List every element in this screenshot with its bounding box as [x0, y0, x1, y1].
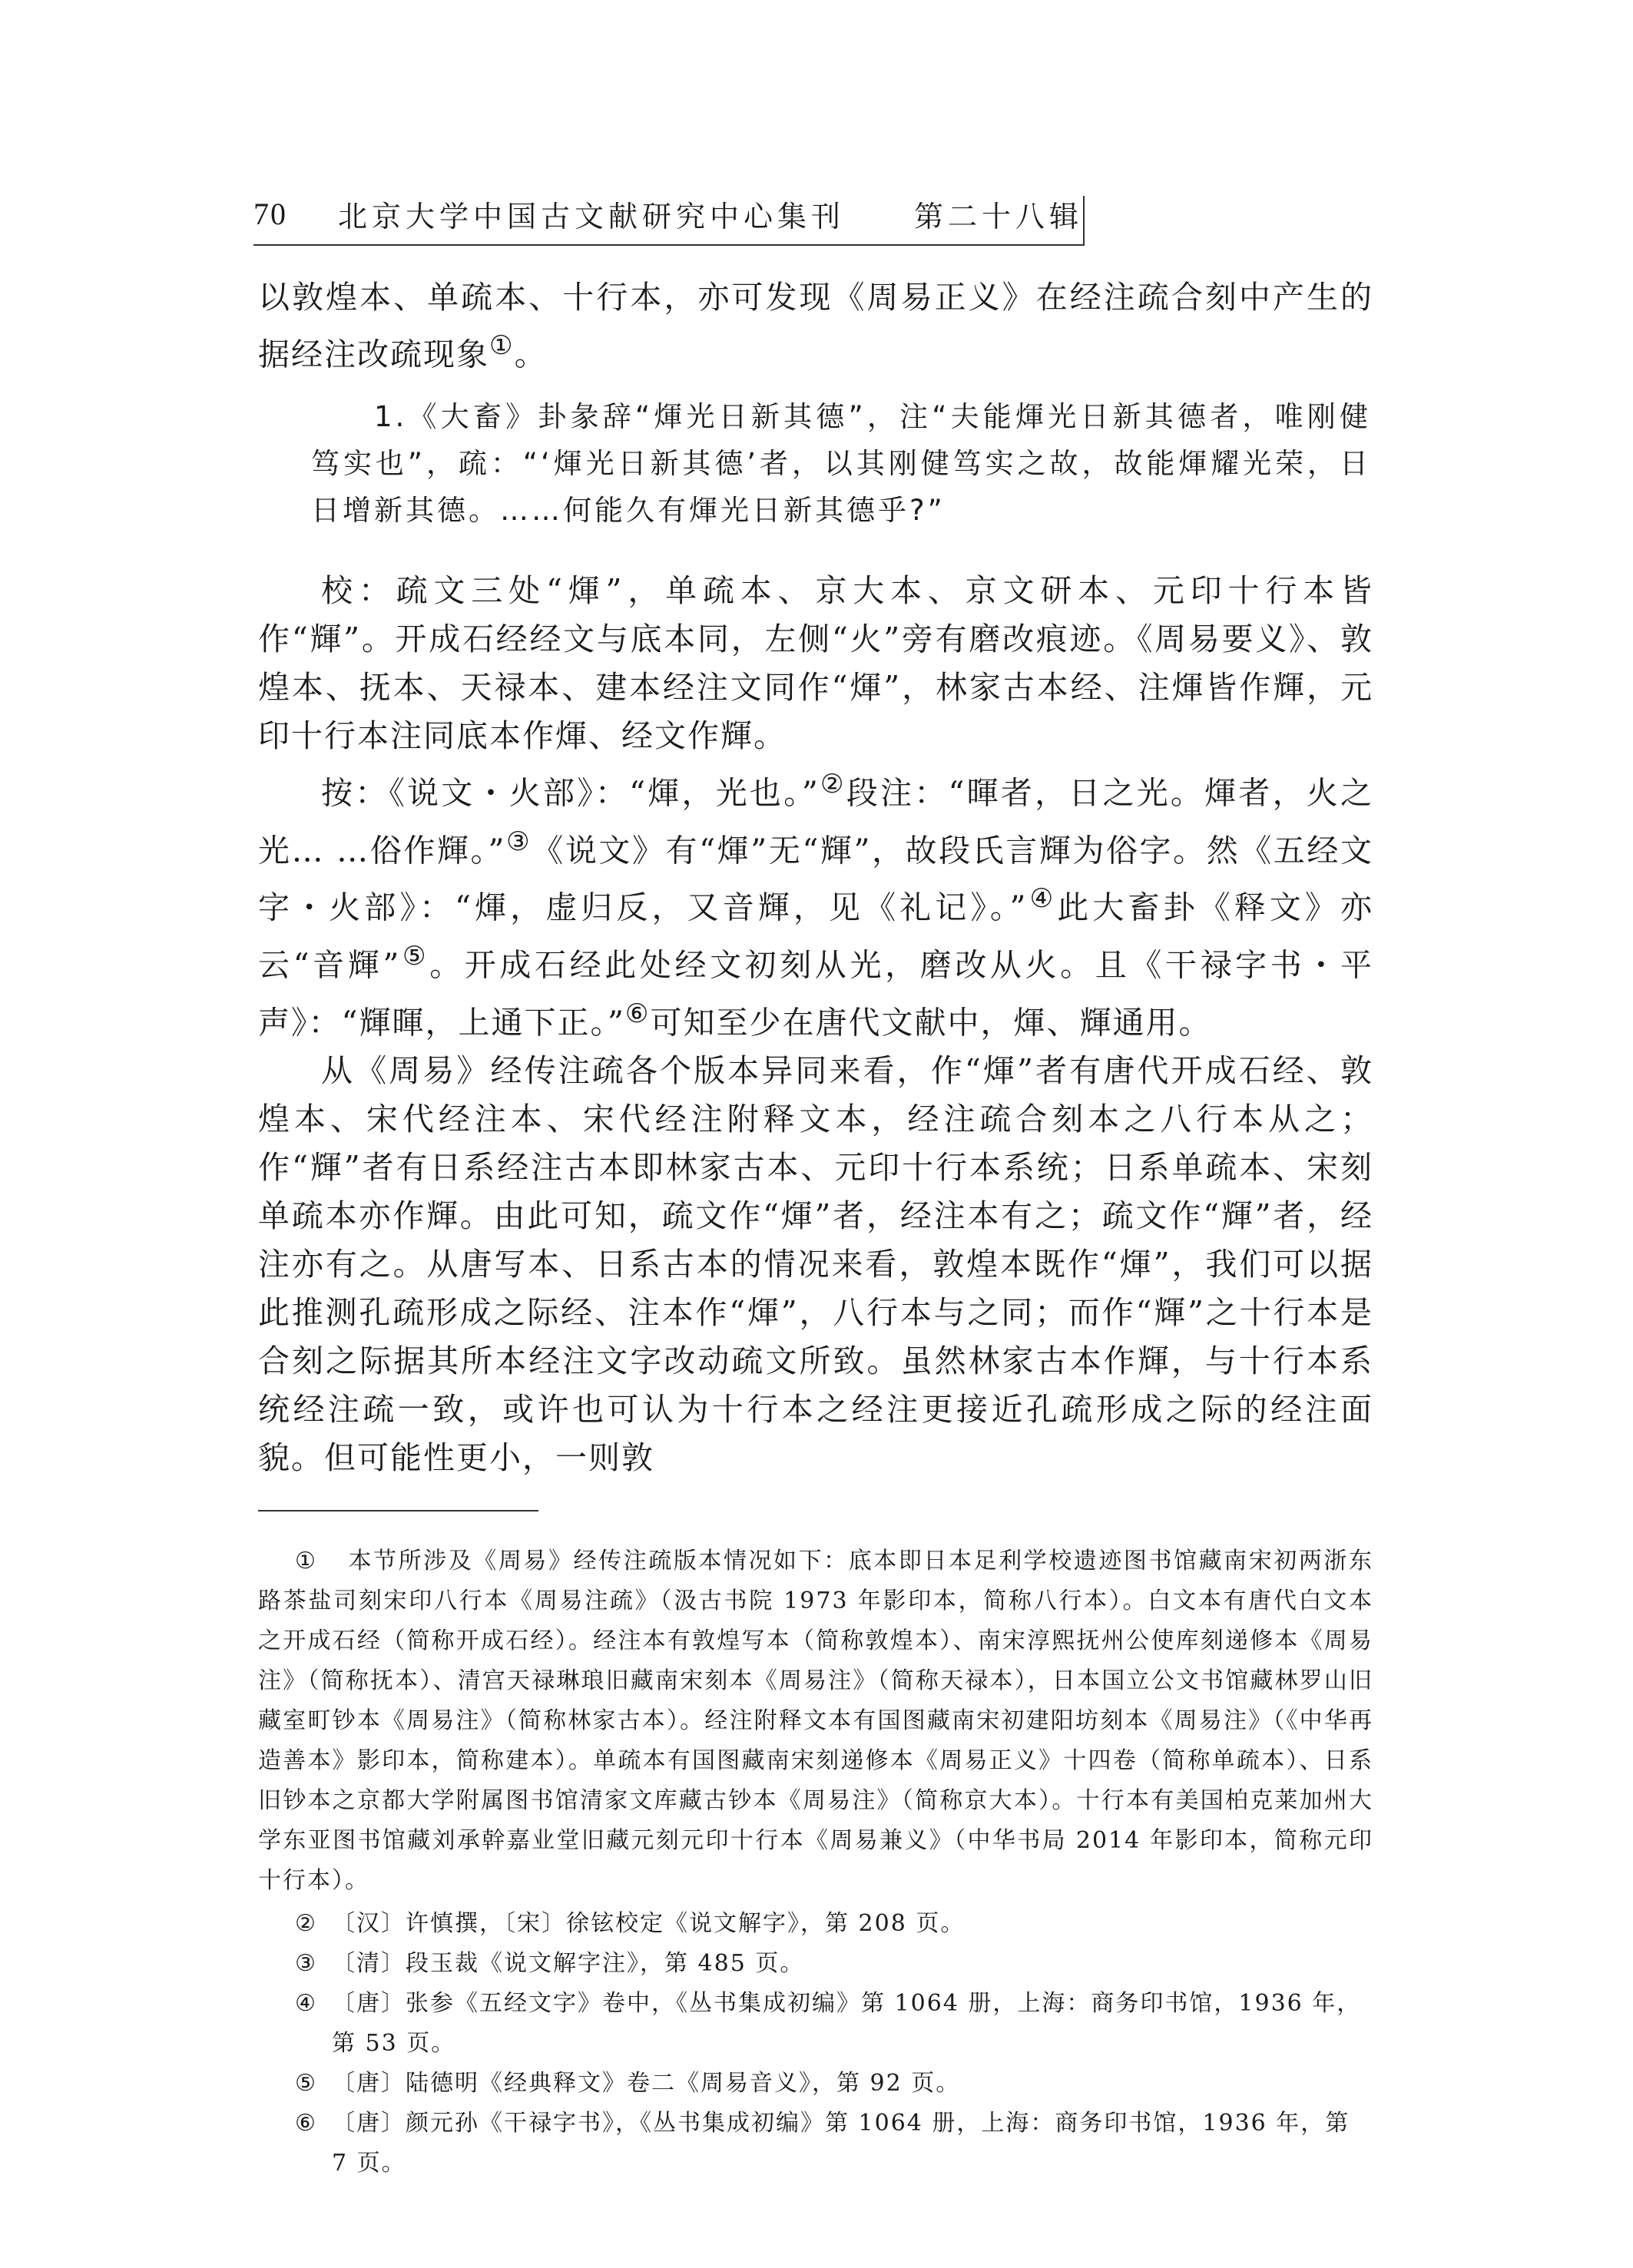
paragraph	[258, 273, 1373, 379]
footnote-ref: ⑥	[624, 998, 651, 1029]
footnote-ref: ⑤	[400, 940, 430, 972]
volume-label: 第二十八辑	[913, 199, 1083, 233]
footnote-ref: ④	[1027, 883, 1058, 915]
footnote-ref: ①	[489, 330, 515, 361]
footnote-mark: ⑤	[295, 2070, 317, 2097]
text-run: 此大畜卦《释文》亦云“音輝”	[258, 889, 1374, 984]
text-run: 段注：“暉者，日之光。煇者，火之光… …俗作輝。”	[258, 774, 1373, 869]
footnote-4	[258, 1984, 1373, 2064]
block-quote	[311, 393, 1371, 534]
footnote-mark: ①	[295, 1548, 318, 1574]
footnotes	[258, 1541, 1373, 2184]
text-run: 按：《说文・火部》：“煇，光也。”	[321, 774, 820, 812]
footnote-text: 〔清〕段玉裁《说文解字注》，第 485 页。	[332, 1950, 805, 1977]
footnote-mark: ④	[295, 1990, 317, 2017]
paragraph-commentary	[258, 760, 1373, 1047]
footnote-6	[258, 2104, 1373, 2184]
footnote-rule	[258, 1510, 538, 1511]
footnote-text: 〔汉〕许慎撰，〔宋〕徐铉校定《说文解字》，第 208 页。	[332, 1910, 966, 1937]
header-divider	[1083, 196, 1085, 246]
paragraph-text: 以敦煌本、单疏本、十行本，亦可发现《周易正义》在经注疏合刻中产生的据经注改疏现象	[258, 279, 1373, 373]
footnote-1	[258, 1541, 1373, 1901]
running-header	[253, 190, 1083, 237]
page-number: 70	[253, 196, 287, 231]
footnote-5	[258, 2064, 1373, 2104]
header-rule	[253, 244, 1085, 246]
text-run: 可知至少在唐代文献中，煇、輝通用。	[650, 1004, 1212, 1041]
footnote-mark: ③	[295, 1950, 317, 1977]
text-run: 。开成石经此处经文初刻从光，磨改从火。且《干禄字书・平声》：“輝暉，上通下正。”	[258, 946, 1374, 1041]
footnote-3	[258, 1944, 1373, 1984]
body-text	[258, 567, 1373, 1482]
footnote-mark: ⑥	[295, 2110, 317, 2137]
punctuation: 。	[514, 336, 548, 373]
footnote-text: 本节所涉及《周易》经传注疏版本情况如下：底本即日本足利学校遗迹图书馆藏南宋初两浙东路茶盐司刻宋印八行本《周易注疏》（汲古书院 1973 年影印本，简称八行本）。白文本有唐代白文本之开成石经（简称开成石经）。经注本有敦煌写本（简称敦煌本）、南宋淳熙抚州公使库刻递修本《周易注》（简称抚本）、清宫天禄琳琅旧藏南宋刻本《周易注》（简称天禄本），日本国立公文书馆藏林罗山旧藏室町钞本《周易注》（简称林家古本）。经注附释文本有国图藏南宋初建阳坊刻本《周易注》（《中华再造善本》影印本，简称建本）。单疏本有国图藏南宋刻递修本《周易正义》十四卷（简称单疏本）、日系旧钞本之京都大学附属图书馆清家文库藏古钞本《周易注》（简称京大本）。十行本有美国柏克莱加州大学东亚图书馆藏刘承幹嘉业堂旧藏元刻元印十行本《周易兼义》（中华书局 2014 年影印本，简称元印十行本）。	[258, 1548, 1373, 1894]
text-run: 《说文》有“煇”无“輝”，故段氏言輝为俗字。然《五经文字・火部》：“煇，虚归反，又音輝，见《礼记》。”	[258, 832, 1373, 926]
footnote-mark: ②	[295, 1910, 317, 1937]
quote-text: 1.《大畜》卦彖辞“煇光日新其德”，注“夫能煇光日新其德者，唯刚健笃实也”，疏：“‘煇光日新其德’者，以其刚健笃实之故，故能煇耀光荣，日日增新其德。……何能久有煇光日新其德乎?”	[311, 400, 1371, 527]
footnote-ref: ②	[819, 769, 846, 800]
footnote-text: 〔唐〕陆德明《经典释文》卷二《周易音义》，第 92 页。	[332, 2070, 961, 2097]
footnote-text: 〔唐〕颜元孙《干禄字书》，《丛书集成初编》第 1064 册，上海：商务印书馆，1936 年，第 7 页。	[332, 2110, 1350, 2177]
footnote-2	[258, 1904, 1373, 1944]
footnote-ref: ③	[505, 826, 532, 857]
paragraph-analysis: 从《周易》经传注疏各个版本异同来看，作“煇”者有唐代开成石经、敦煌本、宋代经注本、宋代经注附释文本，经注疏合刻本之八行本从之；作“輝”者有日系经注古本即林家古本、元印十行本系统；日系单疏本、宋刻单疏本亦作輝。由此可知，疏文作“煇”者，经注本有之；疏文作“輝”者，经注亦有之。从唐写本、日系古本的情况来看，敦煌本既作“煇”，我们可以据此推测孔疏形成之际经、注本作“煇”，八行本与之同；而作“輝”之十行本是合刻之际据其所本经注文字改动疏文所致。虽然林家古本作輝，与十行本系统经注疏一致，或许也可认为十行本之经注更接近孔疏形成之际的经注面貌。但可能性更小，一则敦	[258, 1052, 1373, 1477]
body-text-top	[258, 273, 1373, 379]
footnote-text: 〔唐〕张参《五经文字》卷中，《丛书集成初编》第 1064 册，上海：商务印书馆，1936 年，第 53 页。	[332, 1990, 1362, 2057]
paragraph-collation: 校：疏文三处“煇”，单疏本、京大本、京文研本、元印十行本皆作“輝”。开成石经经文与底本同，左侧“火”旁有磨改痕迹。《周易要义》、敦煌本、抚本、天禄本、建本经注文同作“煇”，林家古本经、注煇皆作輝，元印十行本注同底本作煇、经文作輝。	[258, 572, 1373, 754]
journal-title: 北京大学中国古文献研究中心集刊	[338, 199, 846, 233]
